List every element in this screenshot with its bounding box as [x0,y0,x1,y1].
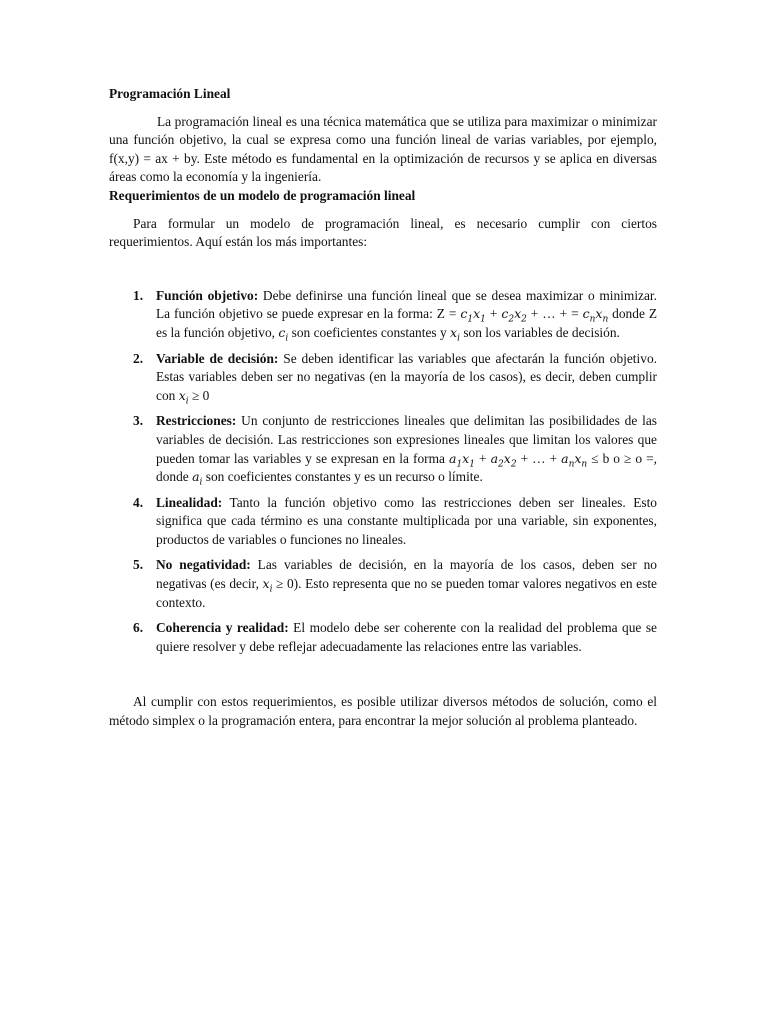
list-item-text: Tanto la función objetivo como las restricciones deben ser lineales. Esto significa que cada término es una constante multiplicada por una variable, sin exponentes, productos de variables o funciones no lineales. [156,494,657,547]
math-expression: $c_2x_2$ [501,306,527,325]
math-expression: $x_i$ [178,387,189,407]
math-expression: $c_nx_n$ [582,306,609,325]
list-item: 1. Función objetivo: Debe definirse una función lineal que se desea maximizar o minimizar. La función objetivo se puede expresar en la forma: $Z = c_1x_1 + c_2x_2$ + … + = $c_nx_n$ donde Z es la función objetivo, $c_i$ son coeficientes constantes y $x_i$ son los variables de decisión. [133,287,657,344]
intro-paragraph: La programación lineal es una técnica matemática que se utiliza para maximizar o minimizar una función objetivo, la cual se expresa como una función lineal de varias variables, por ejemplo, f(x,y) = ax + by. Este método es fundamental en la optimización de recursos y se aplica en diversas áreas como la economía y la ingeniería. [109,113,657,185]
list-item-text: Se deben identificar las variables que afectarán la función objetivo. Estas variables deben ser no negativas (en la mayoría de los casos), es decir, deben cumplir con [156,350,657,403]
list-item-text: Debe definirse una función lineal que se desea maximizar o minimizar. La función objetivo se puede expresar en la forma: Z = [156,287,657,322]
list-item-term: Función objetivo: [156,287,259,303]
math-expression: $x_i$ [450,324,460,344]
list-item-term: Variable de decisión: [156,350,279,366]
list-item-number: 5. [133,557,144,573]
list-item-number: 1. [133,287,144,303]
list-item-text: El modelo debe ser coherente con la realidad del problema que se quiere resolver y debe reflejar adecuadamente las relaciones entre las variables. [156,620,657,654]
list-item-text: Un conjunto de restricciones lineales que delimitan las posibilidades de las variables de decisión. Las restricciones son expresiones lineales que limitan los valores que pueden tomar las variables y se expresan en la forma [156,413,657,466]
requirements-heading: Requerimientos de un modelo de programación lineal [109,187,416,203]
document-title: Programación Lineal [109,86,231,101]
list-item: 2. Variable de decisión: Se deben identificar las variables que afectarán la función objetivo. Estas variables deben ser no negativas (en la mayoría de los casos), es decir, deben cumplir con $x_i \ge 0$ [133,350,657,407]
math-expression: $a_nx_n$ [561,450,588,469]
list-item [109,494,657,550]
math-expression: $a_2x_2$ [490,450,517,469]
list-item-term: Coherencia y realidad: [156,620,289,636]
list-item-text: Las variables de decisión, en la mayoría de los casos, deben ser no negativas (es decir, [156,557,657,592]
document-page [109,85,657,731]
list-item-number: 3. [133,413,144,429]
list-item [109,619,657,656]
conclusion-paragraph: Al cumplir con estos requerimientos, es posible utilizar diversos métodos de solución, como el método simplex o la programación entera, para encontrar la mejor solución al problema planteado. [109,694,657,729]
list-item-number: 2. [133,350,144,366]
math-expression: $a_i$ [192,469,203,488]
list-item-term: No negatividad: [156,557,251,573]
math-expression: $c_i$ [278,324,289,344]
list-item-number: 6. [133,620,144,636]
list-item-number: 4. [133,494,144,510]
math-expression: $a_1x_1$ [448,450,475,469]
requirements-intro-paragraph: Para formular un modelo de programación lineal, es necesario cumplir con ciertos requerimientos. Aquí están los más importantes: [109,215,657,250]
list-item-term: Restricciones: [156,413,237,429]
math-expression: $x_i$ [262,576,273,595]
list-item: 3. Restricciones: Un conjunto de restricciones lineales que delimitan las posibilidades de las variables de decisión. Las restricciones son expresiones lineales que limitan los valores que pueden tomar las variables y se expresan en la forma $a_1x_1 + a_2x_2$ + … + $a_nx_n \le b$ o ≥ o =, donde $a_i$ son coeficientes constantes y es un recurso o límite. [133,413,657,488]
math-expression: $c_1x_1$ [460,306,486,325]
list-item: 5. No negatividad: Las variables de decisión, en la mayoría de los casos, deben ser no negativas (es decir, $x_i \ge 0$). Esto representa que no se pueden tomar valores negativos en este contexto. [133,557,657,610]
requirements-list [109,287,657,657]
list-item-term: Linealidad: [156,494,223,510]
